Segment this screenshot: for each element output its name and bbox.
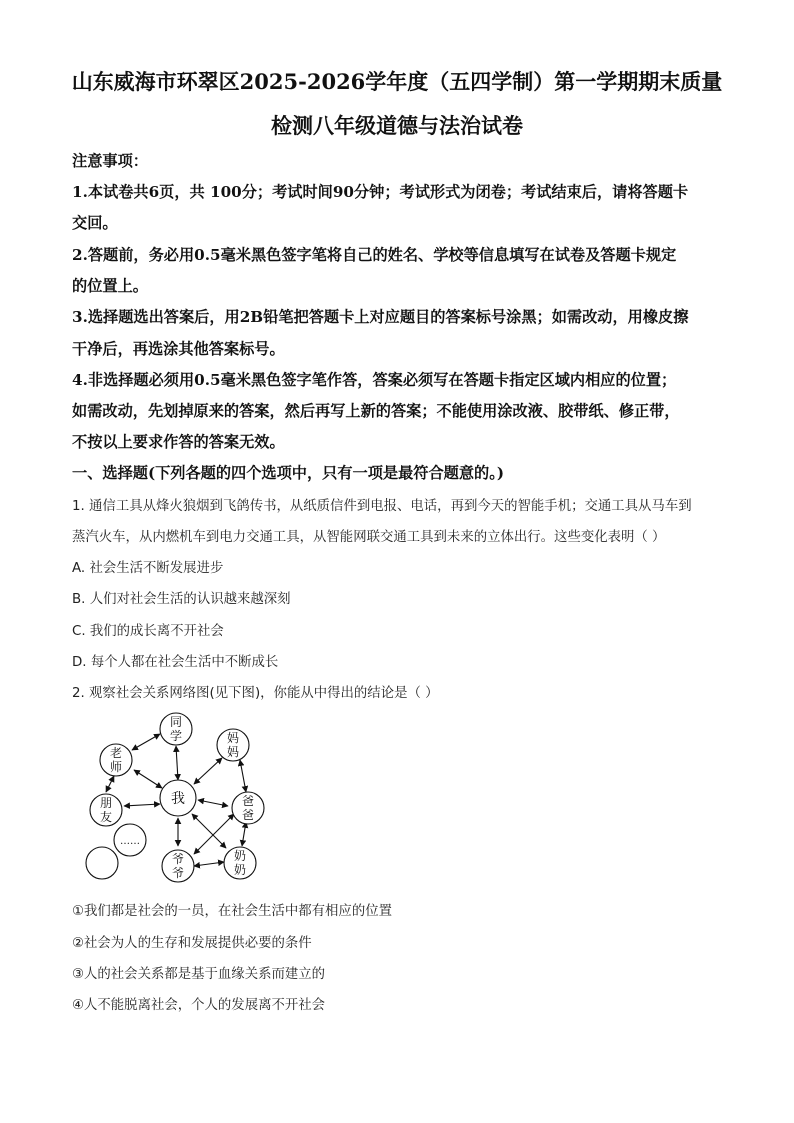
notice-line: 的位置上。	[72, 277, 148, 295]
node-grandpa-label: 爷	[171, 852, 185, 866]
question-1-option-a: A. 社会生活不断发展进步	[72, 561, 224, 576]
notice-line: 不按以上要求作答的答案无效。	[72, 433, 285, 451]
node-grandma-label: 奶	[233, 849, 247, 863]
node-grandma-label: 奶	[233, 863, 247, 877]
notice-line: 干净后，再选涂其他答案标号。	[72, 340, 285, 358]
link-grandpa-grandma	[194, 862, 224, 866]
link-classmate-teacher	[132, 734, 160, 750]
node-friend-label: 友	[99, 810, 113, 824]
node-friend-label: 朋	[99, 796, 113, 810]
node-teacher-label: 老	[109, 746, 123, 760]
notice-line: 如需改动，先划掉原来的答案，然后再写上新的答案；不能使用涂改液、胶带纸、修正带，	[72, 402, 680, 420]
node-teacher-label: 师	[109, 760, 123, 774]
question-2-statement-2: ②社会为人的生存和发展提供必要的条件	[72, 936, 312, 951]
question-1-stem: 1. 通信工具从烽火狼烟到飞鸽传书，从纸质信件到电报、电话，再到今天的智能手机；交通工具从马车到	[72, 499, 692, 514]
node-others-label: ……	[120, 836, 140, 847]
node-empty	[86, 847, 118, 879]
link-teacher-friend	[106, 776, 114, 792]
node-classmate-label: 同	[169, 715, 183, 729]
notice-line: 1.本试卷共6页，共 100分；考试时间90分钟；考试形式为闭卷；考试结束后，请将答题卡	[72, 183, 689, 201]
notice-line: 3.选择题选出答案后，用2B铅笔把答题卡上对应题目的答案标号涂黑；如需改动，用橡皮擦	[72, 308, 689, 326]
question-2-statement-4: ④人不能脱离社会，个人的发展离不开社会	[72, 998, 326, 1013]
question-1-option-c: C. 我们的成长离不开社会	[72, 624, 224, 639]
question-2-statement-3: ③人的社会关系都是基于血缘关系而建立的	[72, 967, 326, 982]
link-me-grandma	[192, 814, 226, 848]
node-dad-label: 爸	[241, 794, 255, 808]
node-grandpa-label: 爷	[171, 866, 185, 880]
notice-heading: 注意事项：	[72, 152, 148, 170]
link-me-classmate	[176, 746, 178, 780]
node-mom-label: 妈	[226, 731, 240, 745]
notice-line: 2.答题前，务必用0.5毫米黑色签字笔将自己的姓名、学校等信息填写在试卷及答题卡规定	[72, 246, 677, 264]
link-me-friend	[124, 804, 160, 806]
node-dad-label: 爸	[241, 808, 255, 822]
link-dad-grandpa	[194, 814, 234, 854]
question-2-statement-1: ①我们都是社会的一员，在社会生活中都有相应的位置	[72, 904, 392, 919]
link-me-mom	[194, 758, 222, 784]
link-me-dad	[198, 800, 228, 806]
link-mom-dad	[240, 760, 246, 792]
question-1-stem: 蒸汽火车，从内燃机车到电力交通工具，从智能网联交通工具到未来的立体出行。这些变化表明（ ）	[72, 530, 666, 545]
node-me-label: 我	[171, 791, 185, 807]
section-1-heading: 一、选择题(下列各题的四个选项中，只有一项是最符合题意的。)	[72, 464, 505, 482]
link-dad-grandma	[242, 822, 246, 846]
social-relationship-diagram	[80, 708, 270, 888]
exam-title-line-1: 山东威海市环翠区2025-2026学年度（五四学制）第一学期期末质量	[71, 69, 723, 94]
question-1-option-d: D. 每个人都在社会生活中不断成长	[72, 655, 279, 670]
question-1-option-b: B. 人们对社会生活的认识越来越深刻	[72, 592, 291, 607]
link-me-teacher	[134, 770, 162, 788]
exam-title-line-2: 检测八年级道德与法治试卷	[271, 113, 523, 138]
node-mom-label: 妈	[226, 745, 240, 759]
notice-line: 交回。	[72, 214, 118, 232]
notice-line: 4.非选择题必须用0.5毫米黑色签字笔作答，答案必须写在答题卡指定区域内相应的位置；	[72, 371, 677, 389]
node-classmate-label: 学	[169, 729, 183, 743]
question-2-stem: 2. 观察社会关系网络图(见下图)，你能从中得出的结论是（ ）	[72, 686, 439, 701]
